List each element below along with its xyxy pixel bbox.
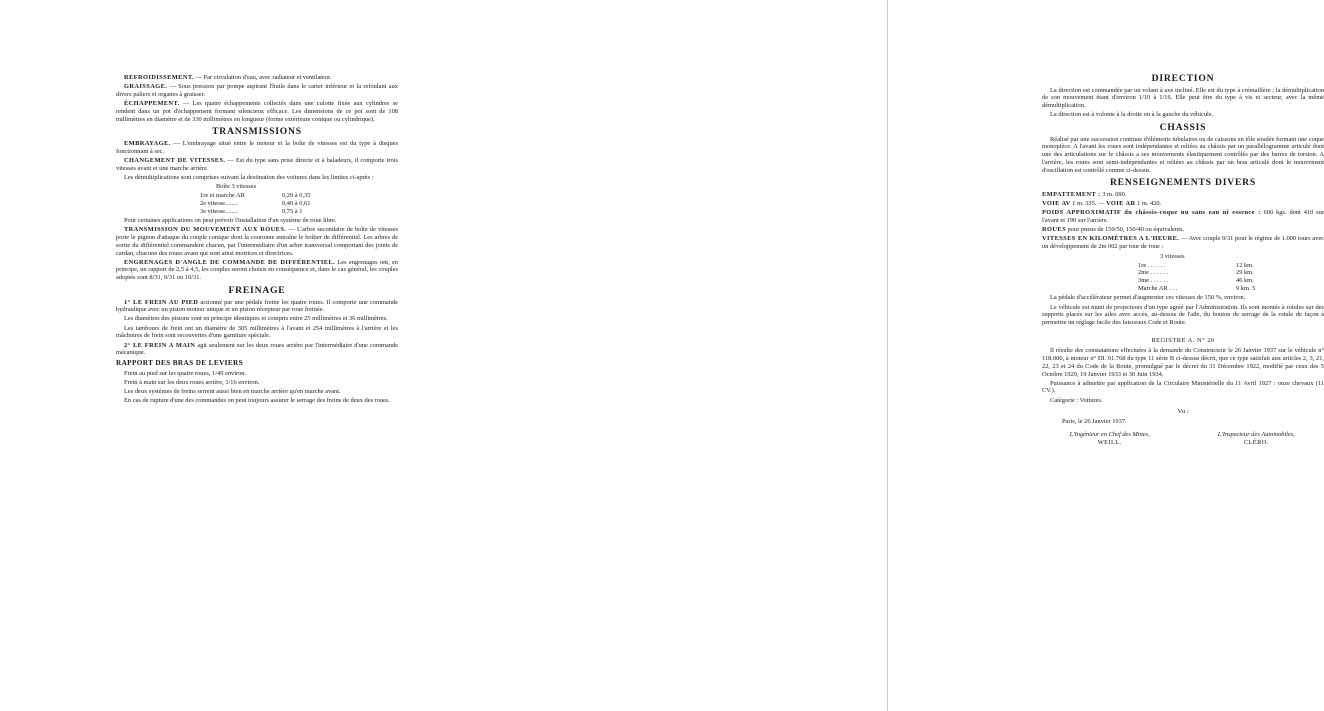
signature-ingenieur: [1042, 431, 1177, 446]
pedale-paragraph: La pédale d'accélérateur permet d'augmenter ces vitesses de 150 %, environ.: [1050, 294, 1246, 302]
gear-value: 0,75 à 1: [282, 207, 303, 215]
voie-line: VOIE AV 1 m. 335. — VOIE AR 1 m. 420.: [1042, 200, 1162, 208]
speed-label: 3me . . . . . .: [1138, 276, 1169, 284]
direction-volonte-paragraph: La direction est à volonte à la droite ou à la gauche du véhicule.: [1050, 111, 1214, 119]
poids-paragraph: POIDS APPROXIMATIF du châssis-coque nu sans eau ni essence : 600 kgs. dont 410 sur l'avant et 190 sur l'arrière.: [1042, 209, 1324, 225]
demultiplication-paragraph: Les démultiplications sont comprises suivant la destination des voitures dans les limites ci-après :: [124, 173, 374, 181]
speed-table-title: 3 vitesses: [1160, 252, 1185, 260]
speed-value: 12 km.: [1236, 261, 1254, 269]
roues-line: ROUES pour pneus de 150/50, 150/40 ou équivalents.: [1042, 226, 1185, 234]
right-column: [1042, 70, 1324, 447]
signature-ingenieur-title: L'Ingénieur en Chef des Mines,: [1069, 431, 1150, 439]
gearbox-title: Boîte 3 vitesses: [216, 183, 257, 191]
transmission-roues-paragraph: TRANSMISSION DU MOUVEMENT AUX ROUES. — L'arbre secondaire de boîte de vitesses porte le pignon d'attaque du couple conique dont la couronne entraîne le boîtier de différentiel. Les arbres de sortie du différentiel commandent chacun, par l'intermédiaire d'un arbre transversal comportant des joints de cardan, chacune des roues avant qui sont ainsi motrices et directrices.: [116, 226, 398, 257]
signatures: [1042, 431, 1324, 446]
speed-value: 46 km.: [1236, 276, 1254, 284]
speed-label: 2me . . . . . .: [1138, 269, 1169, 277]
graissage-paragraph: GRAISSAGE. — Sous pression par pompe aspirant l'huile dans le carter inférieur et la refoulant aux divers paliers et organes à graisser.: [116, 83, 398, 98]
frein-pied-paragraph: 1° LE FREIN AU PIED actionné par une pédale freine les quatre roues. Il comporte une commande hydraulique avec un piston moteur unique et un piston récepteur par roue freinée.: [116, 298, 398, 314]
puissance-paragraph: Puissance à admettre par application de la Circulaire Ministérielle du 11 Avril 1927 : onze chevaux (11 CV.).: [1042, 379, 1324, 395]
rapport-pied-line: Frein au pied sur les quatre roues, 1/49 environ.: [124, 369, 247, 377]
left-column: [116, 74, 398, 407]
changement-vitesses-paragraph: CHANGEMENT DE VITESSES. — Est du type sans prise directe et à baladeurs, il comporte trois vitesses avant et une marche arrière.: [116, 156, 398, 172]
tambours-paragraph: Les tambours de frein ont un diamètre de 305 millimètres à l'avant et 254 millimètres à l'arrière et les mâchoires de frein sont recouvertes d'une garniture spéciale.: [116, 324, 398, 340]
rapport-leviers-heading: RAPPORT DES BRAS DE LEVIERS: [116, 359, 244, 367]
pistons-paragraph: Les diamètres des pistons sont en principe identiques et compris entre 25 millimètres et 36 millimètres.: [124, 315, 388, 323]
speed-label: Marche AR . . .: [1138, 284, 1178, 292]
roue-libre-paragraph: Pour certaines applications on peut prévoir l'installation d'un système de roue libre.: [124, 217, 337, 225]
registre-result-paragraph: Il résulte des constatations effectuées à la demande du Constructeur le 26 Janvier 1937 sur le véhicule n° 118.000, à moteur n° DI. 01.768 du type 11 série B ci-dessus décrit, que ce type satisfait aux articles 2, 3, 21, 22, 23 et 24 du Code de la Route, promulgué par le décret du 31 Décembre 1922, modifié par ceux des 5 Octobre 1929, 19 Janvier 1933 et 30 Juin 1934.: [1042, 347, 1324, 378]
page-edge-line: [887, 0, 888, 711]
empattement-line: EMPATTEMENT : 3 m. 090.: [1042, 190, 1127, 198]
transmissions-heading: TRANSMISSIONS: [212, 126, 302, 138]
freinage-heading: FREINAGE: [228, 284, 286, 296]
signature-inspecteur-title: L'Inspecteur des Automobiles,: [1217, 431, 1295, 439]
left-page: [0, 0, 512, 711]
renseignements-heading: RENSEIGNEMENTS DIVERS: [1109, 177, 1257, 189]
signature-inspecteur: [1189, 431, 1324, 446]
gear-value: 0,20 à 0,35: [282, 192, 311, 200]
projecteurs-paragraph: Le véhicule est muni de projecteurs d'un type agréé par l'Administration. Ils sont montés à rotules sur des supports placés sur les ailes avec accès, au-dessus de l'aile, du bouton de serrage de la rotule de façon à permettre un réglage facile des faisceaux Code et Route.: [1042, 303, 1324, 326]
signature-ingenieur-name: WEILL.: [1097, 438, 1122, 446]
gear-label: 1re et marche AR: [200, 192, 245, 200]
categorie-line: Catégorie : Voitures.: [1050, 396, 1103, 404]
chassis-heading: CHASSIS: [1159, 122, 1207, 134]
direction-heading: DIRECTION: [1151, 73, 1215, 84]
signature-inspecteur-name: CLÉRO.: [1243, 438, 1269, 446]
rupture-paragraph: En cas de rupture d'une des commandes on peut toujours assurer le serrage des freins de deux des roues.: [124, 397, 391, 405]
direction-paragraph: La direction est commandée par un volant à axe incliné. Elle est du type à crémaillère ; la démultiplication de son mouvement étant d'environ 1/10 à 1/16. Elle peut être du type à vis et secteur, avec la même démultiplication.: [1042, 86, 1324, 110]
echappement-paragraph: ÉCHAPPEMENT. — Les quatre échappements collectés dans une culotte fixée aux cylindres se rendent dans un pot d'échappement formant silencieux efficace. Les dimensions de ce pot sont de 108 millimètres en diamètre et de 330 millimètres en longueur (forme extérieure conique ou cylindrique).: [116, 100, 398, 123]
gear-label: 2e vitesse........: [200, 199, 238, 207]
embrayage-paragraph: EMBRAYAGE. — L'embrayage situé entre le moteur et la boîte de vitesses est du type à disques fonctionnant à sec.: [116, 139, 398, 155]
systemes-paragraph: Les deux systèmes de freins serrent aussi bien en marche arrière qu'en marche avant.: [124, 388, 341, 396]
gear-ratio-table: [200, 192, 398, 215]
date-line: Paris, le 26 Janvier 1937.: [1062, 417, 1127, 425]
rapport-main-line: Frein à main sur les deux roues arrière, 1/16 environ.: [124, 378, 260, 386]
speed-value: 9 km. 5: [1236, 284, 1256, 292]
engrenages-paragraph: ENGRENAGES D'ANGLE DE COMMANDE DE DIFFÉRENTIEL. Les engrenages ont, en principe, un rapport de 2,5 à 4,5, les couples seront choisis en conséquence et, dans le cas général, les couples adoptés sont 8/31, 9/31 ou 10/31.: [116, 258, 398, 282]
chassis-paragraph: Réalisé par une succession continue d'éléments tubulaires ou de caissons en tôle soudée formant une coque monopièce. A l'avant les roues sont indépendantes et reliées au châssis par un parallélogramme articulé dont une des articulations sur le châssis a ses mouvements élastiquement contrôlés par des barres de torsion. A l'arrière, les roues sont semi-indépendantes et reliées au châssis par un bras articulé dont le mouvement d'oscillation est contrôlé comme ci-dessus.: [1042, 135, 1324, 174]
speed-value: 29 km.: [1236, 269, 1254, 277]
registre-title: REGISTRE A. N° 20: [1151, 336, 1215, 344]
right-page: [512, 0, 1324, 711]
gear-label: 3e vitesse........: [200, 207, 238, 215]
vitesses-paragraph: VITESSES EN KILOMÈTRES A L'HEURE. — Avec couple 9/31 pour le régime de 1.000 tours avec un développement de 2m 002 par tour de roue :: [1042, 235, 1324, 251]
speed-label: 1re . . . . . .: [1138, 261, 1166, 269]
gear-value: 0,40 à 0,61: [282, 199, 311, 207]
vu-line: Vu :: [1177, 408, 1189, 416]
speed-table: [1138, 262, 1324, 293]
refroidissement-paragraph: REFROIDISSEMENT. — Par circulation d'eau, avec radiateur et ventilateur.: [124, 74, 332, 81]
frein-main-paragraph: 2° LE FREIN A MAIN agit seulement sur les deux roues arrière par l'intermédiaire d'une commande mécanique.: [116, 341, 398, 357]
